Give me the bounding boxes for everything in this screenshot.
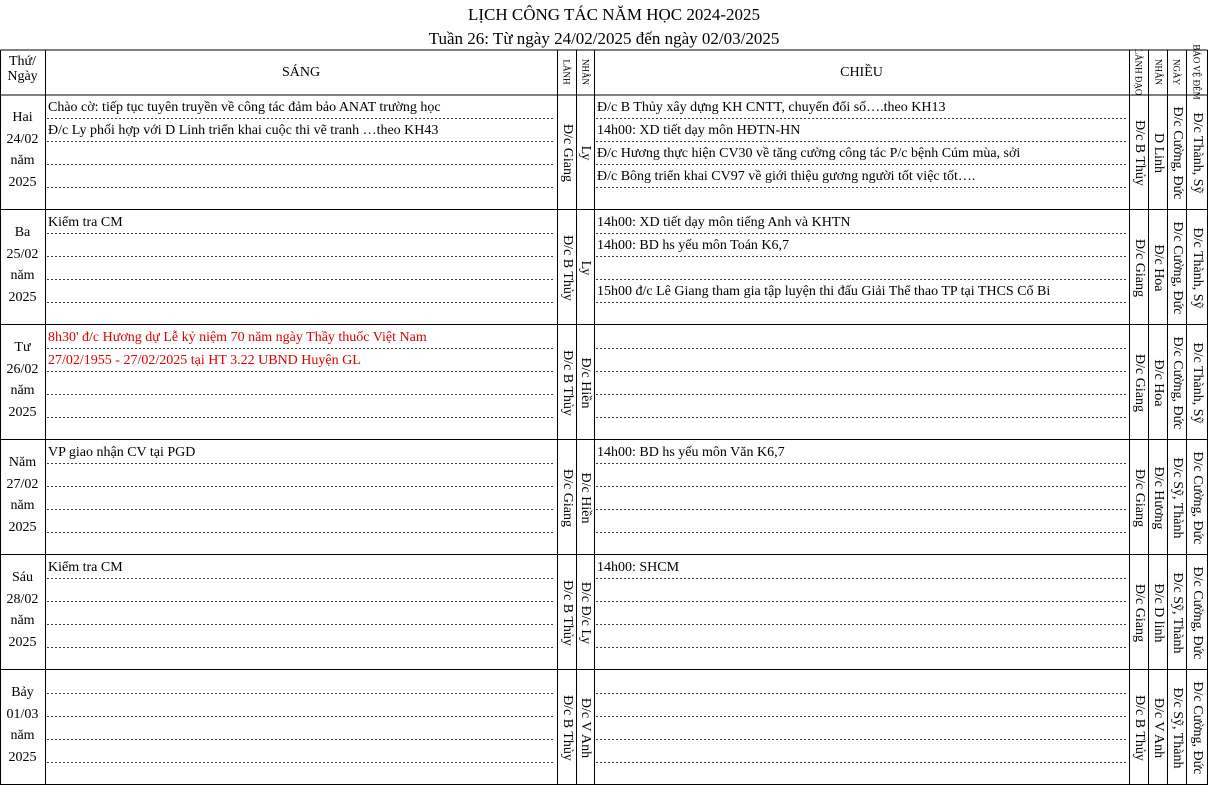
staff-morning: Đ/c V Anh (578, 697, 593, 758)
staff-morning: Ly (578, 260, 593, 275)
day-text: 2025 (8, 174, 37, 190)
night-guard: Đ/c Thành, Sỹ (1190, 341, 1205, 424)
header-day: Thứ/ Ngày (7, 54, 38, 84)
afternoon-task: 14h00: BD hs yếu môn Văn K6,7 (597, 445, 785, 460)
staff-afternoon: Đ/c D linh (1150, 582, 1166, 643)
leader-morning: Đ/c B Thủy (559, 349, 575, 416)
leader-morning: Đ/c B Thủy (559, 234, 575, 301)
day-text: năm (10, 728, 35, 743)
day-cell (0, 452, 45, 538)
night-guard: Đ/c Cường, Đức (1190, 566, 1205, 659)
afternoon-task: Đ/c B Thủy xây dựng KH CNTT, chuyển đổi số….theo KH13 (597, 100, 946, 115)
leader-morning: Đ/c B Thủy (559, 579, 575, 646)
staff-morning: Đ/c Hiền (578, 472, 593, 523)
day-text: năm (10, 613, 35, 628)
header-day-guard: NGÀY (1171, 59, 1182, 85)
leader-morning: Đ/c Giang (559, 468, 575, 527)
page-title: LỊCH CÔNG TÁC NĂM HỌC 2024-2025 (468, 5, 760, 24)
leader-afternoon: Đ/c B Thủy (1131, 119, 1147, 186)
header-morning: SÁNG (281, 65, 321, 80)
day-text: 2025 (8, 404, 37, 420)
staff-afternoon: Đ/c V Anh (1150, 697, 1166, 758)
day-cell (0, 567, 45, 653)
header-leader-morning: LÃNH (561, 59, 572, 85)
day-cell (0, 682, 45, 768)
day-text: 01/03 (6, 706, 39, 722)
leader-afternoon: Đ/c B Thủy (1131, 694, 1147, 761)
day-guard: Đ/c Sỹ, Thành (1169, 456, 1185, 539)
day-text: Tư (14, 340, 31, 355)
morning-task: Kiểm tra CM (48, 215, 123, 230)
leader-afternoon: Đ/c Giang (1131, 583, 1147, 642)
page-subtitle: Tuần 26: Từ ngày 24/02/2025 đến ngày 02/03/2025 (428, 29, 780, 48)
day-text: 28/02 (6, 591, 39, 607)
night-guard: Đ/c Thành, Sỹ (1190, 111, 1205, 194)
leader-afternoon: Đ/c Giang (1131, 238, 1147, 297)
leader-afternoon: Đ/c Giang (1131, 353, 1147, 412)
header-night-guard: BẢO VỆ ĐÊM (1191, 44, 1202, 100)
afternoon-task: 14h00: XD tiết dạy môn tiếng Anh và KHTN (597, 215, 851, 230)
day-text: Ba (14, 225, 31, 240)
morning-task: Chào cờ: tiếp tục tuyên truyền về công tác đảm bảo ANAT trường học (48, 100, 441, 115)
day-guard: Đ/c Cường, Đức (1169, 221, 1185, 314)
day-text: 27/02 (6, 476, 39, 492)
morning-task: Đ/c Ly phối hợp với D Linh triển khai cuộc thi vẽ tranh …theo KH43 (48, 123, 439, 138)
day-text: năm (10, 268, 35, 283)
day-text: 2025 (8, 749, 37, 765)
leader-morning: Đ/c B Thủy (559, 694, 575, 761)
morning-task: Kiểm tra CM (48, 560, 123, 575)
morning-task: VP giao nhận CV tại PGD (48, 445, 196, 460)
morning-task: 27/02/1955 - 27/02/2025 tại HT 3.22 UBND Huyện GL (48, 353, 361, 368)
night-guard: Đ/c Cường, Đức (1190, 451, 1205, 544)
leader-afternoon: Đ/c Giang (1131, 468, 1147, 527)
day-text: Năm (8, 455, 37, 470)
morning-task: 8h30' đ/c Hương dự Lễ kỷ niệm 70 năm ngày Thầy thuốc Việt Nam (48, 330, 427, 345)
day-text: Bảy (11, 685, 34, 700)
header-staff-afternoon: NHÂN (1153, 59, 1164, 85)
day-guard: Đ/c Sỹ, Thành (1169, 571, 1185, 654)
day-text: năm (10, 498, 35, 513)
header-afternoon: CHIỀU (840, 65, 883, 80)
day-cell (0, 107, 45, 193)
staff-morning: Đ/c Đ/c Ly (578, 581, 593, 644)
day-text: Sáu (12, 570, 33, 585)
staff-afternoon: Đ/c Hoa (1150, 243, 1166, 292)
day-cell (0, 222, 45, 308)
day-text: Hai (12, 110, 33, 125)
staff-afternoon: D Linh (1150, 132, 1166, 173)
day-cell (0, 337, 45, 423)
day-guard: Đ/c Cường, Đức (1169, 106, 1185, 199)
day-text: 26/02 (6, 361, 39, 377)
day-text: 2025 (8, 519, 37, 535)
header-leader-afternoon: LÃNH ĐẠO (1133, 48, 1144, 96)
header-staff-morning: NHÂN (580, 59, 591, 85)
day-text: năm (10, 153, 35, 168)
day-text: 25/02 (6, 246, 39, 262)
staff-afternoon: Đ/c Hoa (1150, 358, 1166, 407)
staff-morning: Đ/c Hiền (578, 357, 593, 408)
night-guard: Đ/c Cường, Đức (1190, 681, 1205, 774)
night-guard: Đ/c Thành, Sỹ (1190, 226, 1205, 309)
day-guard: Đ/c Sỹ, Thành (1169, 686, 1185, 769)
day-text: 24/02 (6, 131, 39, 147)
day-text: 2025 (8, 634, 37, 650)
leader-morning: Đ/c Giang (559, 123, 575, 182)
staff-morning: Ly (578, 145, 593, 160)
day-guard: Đ/c Cường, Đức (1169, 336, 1185, 429)
afternoon-task: 14h00: SHCM (597, 560, 680, 575)
afternoon-task: 14h00: XD tiết dạy môn HĐTN-HN (597, 123, 801, 138)
day-text: 2025 (8, 289, 37, 305)
afternoon-task: 14h00: BD hs yếu môn Toán K6,7 (597, 238, 790, 253)
afternoon-task: 15h00 đ/c Lê Giang tham gia tập luyện thi đấu Giải Thể thao TP tại THCS Cổ Bi (597, 284, 1051, 299)
staff-afternoon: Đ/c Hương (1150, 466, 1166, 529)
afternoon-task: Đ/c Hương thực hiện CV30 về tăng cường công tác P/c bệnh Cúm mùa, sởi (597, 146, 1021, 161)
day-text: năm (10, 383, 35, 398)
afternoon-task: Đ/c Bông triển khai CV97 về giới thiệu gương người tốt việc tốt…. (597, 169, 976, 184)
